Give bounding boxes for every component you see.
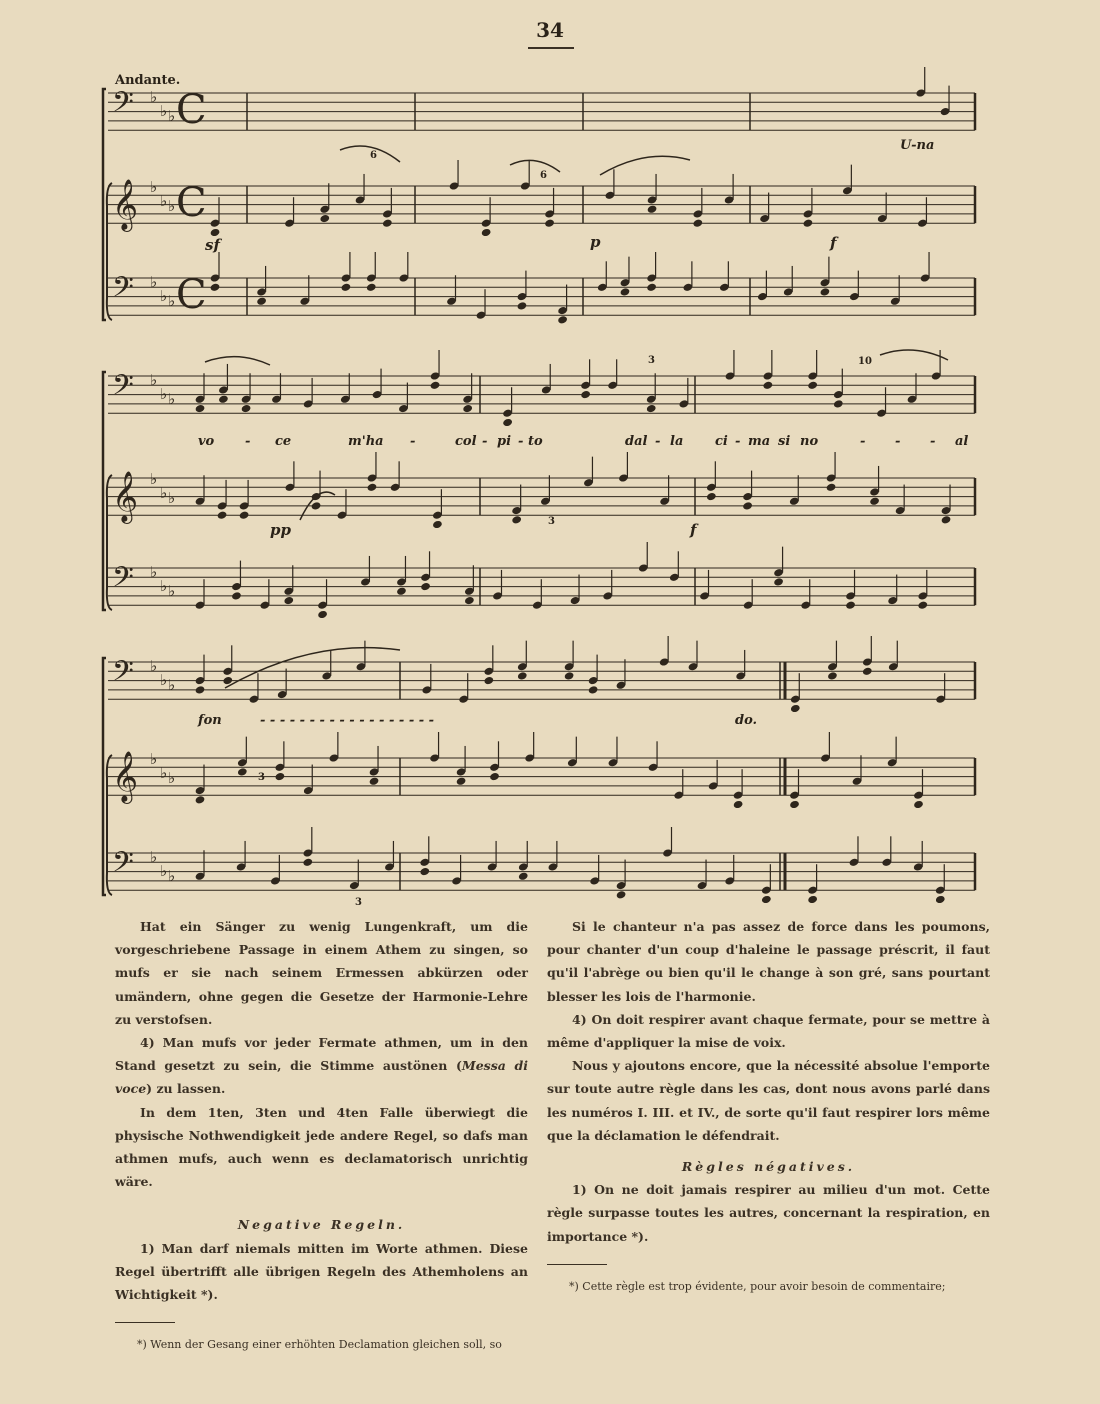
note-head: [517, 301, 528, 310]
note-head: [195, 685, 206, 694]
note-head: [862, 667, 873, 676]
bass-clef-icon: 𝄢: [112, 561, 134, 601]
treble-clef-icon: 𝄞: [112, 751, 139, 802]
lyric-syllable: -: [655, 434, 661, 449]
note-head: [369, 777, 380, 786]
note-head: [616, 890, 627, 899]
note-head: [366, 283, 377, 292]
bass-clef-icon: 𝄢: [112, 86, 134, 126]
flat-icon: ♭: [160, 764, 168, 782]
common-time-icon: C: [176, 87, 207, 133]
dynamic-marking: f: [690, 521, 697, 539]
french-heading: Règles négatives.: [681, 1159, 856, 1175]
note-head: [481, 228, 492, 237]
tuplet-number: 3: [648, 355, 655, 366]
lyric-syllable: pi: [497, 434, 512, 449]
note-head: [692, 218, 703, 227]
french-paragraph-2: 4) On doit respirer avant chaque fermate, pour se mettre à même d'appliquer la mise de voix.: [547, 1011, 990, 1051]
note-head: [483, 676, 494, 685]
lyric-syllable: -: [518, 434, 524, 449]
tuplet-number: 6: [540, 170, 547, 181]
note-head: [430, 381, 441, 390]
tuplet-number: 6: [370, 150, 377, 161]
lyric-syllable: -: [245, 434, 251, 449]
german-paragraph-2: [115, 1031, 528, 1101]
note-head: [647, 205, 658, 214]
flat-icon: ♭: [150, 563, 158, 581]
note-head: [790, 704, 801, 713]
bass-clef-icon: 𝄢: [112, 655, 134, 695]
note-head: [807, 895, 818, 904]
flat-icon: ♭: [160, 192, 168, 210]
note-head: [274, 772, 285, 781]
bass-clef-icon: 𝄢: [112, 846, 134, 886]
note-head: [827, 671, 838, 680]
french-column: [547, 915, 990, 1298]
german-column: [115, 915, 528, 1356]
note-head: [833, 399, 844, 408]
treble-clef-icon: 𝄞: [112, 179, 139, 230]
lyric-syllable: si: [778, 434, 791, 449]
flat-icon: ♭: [168, 769, 176, 787]
note-head: [237, 767, 248, 776]
flat-icon: ♭: [168, 582, 176, 600]
note-head: [820, 287, 831, 296]
dynamic-marking: f: [830, 234, 837, 252]
tuplet-number: 3: [258, 772, 265, 783]
flat-icon: ♭: [160, 862, 168, 880]
flat-icon: ♭: [150, 750, 158, 768]
lyric-syllable: ce: [275, 434, 292, 449]
note-head: [733, 800, 744, 809]
lyric-syllable: to: [528, 434, 543, 449]
dynamic-marking: pp: [270, 521, 291, 539]
dynamic-marking: p: [590, 233, 601, 251]
note-head: [845, 600, 856, 609]
note-head: [218, 395, 229, 404]
note-head: [807, 381, 818, 390]
german-paragraph-4: 1) Man darf niemals mitten im Worte athmen. Diese Regel übertrifft alle übrigen Regeln des Athemholens an Wichtigkeit *).: [115, 1240, 528, 1303]
note-head: [761, 895, 772, 904]
flat-icon: ♭: [160, 102, 168, 120]
note-head: [869, 497, 880, 506]
note-head: [620, 287, 631, 296]
bass-clef-icon: 𝄢: [112, 369, 134, 409]
tuplet-number: 10: [858, 356, 872, 367]
note-head: [341, 283, 352, 292]
note-head: [432, 520, 443, 529]
flat-icon: ♭: [168, 676, 176, 694]
note-head: [789, 800, 800, 809]
note-head: [239, 510, 250, 519]
lyric-syllable: - - - - - - - - - - - - - - - - - -: [260, 713, 435, 728]
lyric-syllable: -: [482, 434, 488, 449]
note-head: [826, 483, 837, 492]
note-head: [317, 610, 328, 619]
flat-icon: ♭: [150, 470, 158, 488]
note-head: [941, 515, 952, 524]
note-head: [518, 872, 529, 881]
note-head: [283, 596, 294, 605]
tuplet-number: 3: [548, 516, 555, 527]
note-head: [517, 671, 528, 680]
flat-icon: ♭: [150, 273, 158, 291]
note-head: [544, 218, 555, 227]
slur: [880, 350, 948, 360]
lyric-syllable: -: [930, 434, 936, 449]
note-head: [742, 501, 753, 510]
note-head: [935, 895, 946, 904]
flat-icon: ♭: [168, 390, 176, 408]
note-head: [773, 577, 784, 586]
lyric-syllable: la: [670, 434, 684, 449]
german-footnote: *) Wenn der Gesang einer erhöhten Declamation gleichen soll, so: [137, 1338, 502, 1352]
footnote-rule: [547, 1264, 607, 1265]
lyric-syllable: dal: [625, 434, 648, 449]
flat-icon: ♭: [160, 287, 168, 305]
system-bracket: [103, 372, 106, 610]
german-italic-term: Messa di voce: [115, 1058, 528, 1097]
note-head: [195, 795, 206, 804]
flat-icon: ♭: [168, 292, 176, 310]
note-head: [502, 418, 513, 427]
lyric-syllable: fon: [198, 713, 222, 728]
note-head: [917, 600, 928, 609]
flat-icon: ♭: [168, 489, 176, 507]
flat-icon: ♭: [150, 178, 158, 196]
flat-icon: ♭: [150, 657, 158, 675]
lyric-syllable: no: [800, 434, 819, 449]
note-head: [311, 501, 322, 510]
lyric-syllable: vo: [198, 434, 215, 449]
note-head: [241, 404, 252, 413]
flat-icon: ♭: [160, 484, 168, 502]
lyric-syllable: al: [955, 434, 969, 449]
slur: [225, 648, 400, 688]
note-head: [217, 510, 228, 519]
treble-clef-icon: 𝄞: [112, 471, 139, 522]
note-head: [803, 218, 814, 227]
note-head: [464, 596, 475, 605]
german-text: ) zu lassen.: [146, 1081, 226, 1097]
note-head: [913, 800, 924, 809]
note-head: [511, 515, 522, 524]
slur: [205, 357, 270, 365]
lyric-syllable: -: [860, 434, 866, 449]
note-head: [367, 483, 378, 492]
note-head: [382, 218, 393, 227]
lyric-syllable: -: [895, 434, 901, 449]
note-head: [420, 582, 431, 591]
note-head: [210, 283, 221, 292]
note-head: [580, 390, 591, 399]
note-head: [396, 587, 407, 596]
note-head: [646, 404, 657, 413]
lyric-syllable: ci: [715, 434, 728, 449]
bass-clef-icon: 𝄢: [112, 271, 134, 311]
lyric-syllable: ma: [748, 434, 771, 449]
french-paragraph-4: 1) On ne doit jamais respirer au milieu d'un mot. Cette règle surpasse toutes les autres, concernant la respiration, en importance *).: [547, 1182, 990, 1244]
lyric-syllable: m'ha: [348, 434, 384, 449]
system-bracket: [103, 89, 106, 320]
german-paragraph-3: In dem 1ten, 3ten und 4ten Falle überwiegt die physische Nothwendigkeit jede andere Regel, so dafs man athmen mufs, auch wenn es declamatorisch unrichtig wäre.: [115, 1104, 528, 1190]
flat-icon: ♭: [160, 385, 168, 403]
flat-icon: ♭: [150, 88, 158, 106]
note-head: [256, 297, 267, 306]
system-bracket: [103, 658, 106, 895]
note-head: [302, 858, 313, 867]
flat-icon: ♭: [150, 848, 158, 866]
note-head: [588, 685, 599, 694]
note-head: [456, 777, 467, 786]
tempo-marking: Andante.: [115, 73, 181, 88]
note-head: [462, 404, 473, 413]
french-paragraph-1: Si le chanteur n'a pas assez de force dans les poumons, pour chanter d'un coup d'haleine le passage préscrit, il faut qu'il l'abrège ou bien qu'il le change à son gré, sans pourtant blesser les lois de l'harmonie.: [547, 919, 990, 1004]
german-heading: Negative Regeln.: [237, 1217, 406, 1233]
lyric-syllable: -: [735, 434, 741, 449]
note-head: [231, 591, 242, 600]
note-head: [319, 214, 330, 223]
note-head: [646, 283, 657, 292]
note-head: [419, 867, 430, 876]
lyric-syllable: -: [410, 434, 416, 449]
dynamic-marking: sf: [205, 236, 220, 254]
lyric-syllable: do.: [735, 713, 758, 728]
lyric-syllable: U-na: [900, 138, 935, 153]
slur: [510, 160, 560, 172]
note-head: [762, 381, 773, 390]
note-head: [706, 492, 717, 501]
flat-icon: ♭: [150, 371, 158, 389]
common-time-icon: C: [176, 272, 207, 318]
french-paragraph-3: Nous y ajoutons encore, que la nécessité absolue l'emporte sur toute autre règle dans les cas, dont nous avons parlé dans les numéros I. III. et IV., de sorte qu'il faut respirer lors même que la déclamation le défendrait.: [547, 1058, 990, 1143]
lyric-syllable: col: [455, 434, 477, 449]
footnote-rule: [115, 1322, 175, 1323]
flat-icon: ♭: [168, 197, 176, 215]
tuplet-number: 3: [355, 897, 362, 908]
note-head: [195, 404, 206, 413]
note-head: [564, 671, 575, 680]
german-paragraph-1: Hat ein Sänger zu wenig Lungenkraft, um die vorgeschriebene Passage in einem Athem zu singen, so mufs er sie nach seinem Ermessen abkürzen oder umändern, ohne gegen die Gesetze der Harmonie-Lehre zu verstofsen.: [115, 919, 528, 1027]
french-footnote: *) Cette règle est trop évidente, pour avoir besoin de commentaire;: [569, 1279, 946, 1293]
note-head: [557, 315, 568, 324]
german-text: 4) Man mufs vor jeder Fermate athmen, um in den Stand gesetzt zu sein, die Stimme austönen (: [115, 1035, 528, 1074]
common-time-icon: C: [176, 180, 207, 226]
page-number: 34: [536, 18, 564, 42]
note-head: [489, 772, 500, 781]
flat-icon: ♭: [168, 107, 176, 125]
flat-icon: ♭: [160, 671, 168, 689]
flat-icon: ♭: [160, 577, 168, 595]
flat-icon: ♭: [168, 867, 176, 885]
